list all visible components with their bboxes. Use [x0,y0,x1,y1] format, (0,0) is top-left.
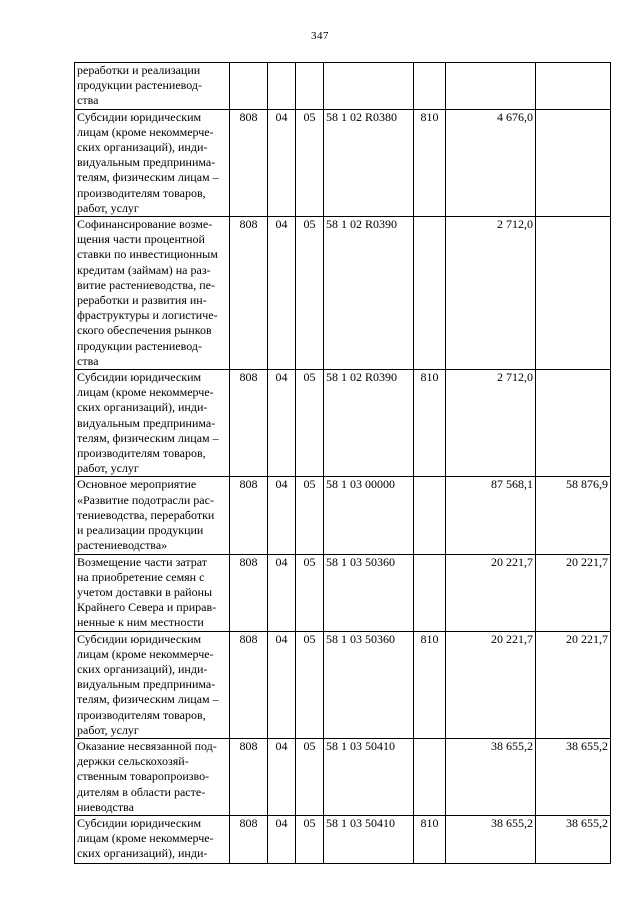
amount-2-cell: 38 655,2 [536,738,611,815]
page-number: 347 [311,30,329,42]
target-article-cell: 58 1 02 R0380 [324,109,414,216]
table-row [75,554,611,631]
subsection-code-cell: 05 [296,815,324,863]
budget-table [74,62,611,864]
expense-name-cell: Софинансирование возме- щения части процентной ставки по инвестиционным кредитам (займам) на раз- витие растениеводства, пе- реработки и развития ин- фраструктуры и логистиче- ского обеспечения рынков продукции растениевод- ства [75,217,230,370]
amount-2-cell [536,217,611,370]
target-article-cell: 58 1 03 50360 [324,554,414,631]
subsection-code-cell: 05 [296,554,324,631]
section-code-cell: 04 [268,370,296,477]
expense-name-cell: реработки и реализации продукции растениевод- ства [75,63,230,110]
ministry-code-cell [230,63,268,110]
section-code-cell [268,63,296,110]
ministry-code-cell: 808 [230,815,268,863]
ministry-code-cell: 808 [230,631,268,738]
target-article-cell: 58 1 02 R0390 [324,370,414,477]
expense-name-cell: Возмещение части затрат на приобретение семян с учетом доставки в районы Крайнего Севера и прирав- ненные к ним местности [75,554,230,631]
expense-type-cell: 810 [414,815,446,863]
section-code-cell: 04 [268,477,296,554]
amount-2-cell [536,109,611,216]
expense-name-cell: Субсидии юридическим лицам (кроме некоммерче- ских организаций), инди- видуальным предпринима- телям, физическим лицам – производителям товаров, работ, услуг [75,109,230,216]
subsection-code-cell: 05 [296,738,324,815]
table-row [75,109,611,216]
amount-1-cell: 2 712,0 [446,217,536,370]
table-row [75,631,611,738]
table-body [75,63,611,864]
subsection-code-cell: 05 [296,631,324,738]
amount-1-cell [446,63,536,110]
amount-1-cell: 38 655,2 [446,815,536,863]
target-article-cell: 58 1 02 R0390 [324,217,414,370]
ministry-code-cell: 808 [230,477,268,554]
expense-type-cell [414,738,446,815]
amount-1-cell: 87 568,1 [446,477,536,554]
table-row [75,738,611,815]
table-row [75,217,611,370]
expense-type-cell [414,477,446,554]
expense-type-cell: 810 [414,109,446,216]
expense-type-cell: 810 [414,631,446,738]
amount-2-cell [536,63,611,110]
expense-name-cell: Оказание несвязанной под- держки сельскохозяй- ственным товаропроизво- дителям в области расте- ниеводства [75,738,230,815]
subsection-code-cell: 05 [296,477,324,554]
amount-1-cell: 4 676,0 [446,109,536,216]
subsection-code-cell [296,63,324,110]
amount-1-cell: 38 655,2 [446,738,536,815]
amount-1-cell: 2 712,0 [446,370,536,477]
expense-name-cell: Субсидии юридическим лицам (кроме некоммерче- ских организаций), инди- видуальным предпринима- телям, физическим лицам – производителям товаров, работ, услуг [75,631,230,738]
amount-2-cell: 20 221,7 [536,631,611,738]
expense-type-cell [414,554,446,631]
amount-2-cell: 38 655,2 [536,815,611,863]
table-row [75,63,611,110]
expense-name-cell: Субсидии юридическим лицам (кроме некоммерче- ских организаций), инди- [75,815,230,863]
amount-2-cell: 20 221,7 [536,554,611,631]
ministry-code-cell: 808 [230,370,268,477]
target-article-cell: 58 1 03 50410 [324,815,414,863]
subsection-code-cell: 05 [296,370,324,477]
expense-name-cell: Основное мероприятие «Развитие подотрасли рас- тениеводства, переработки и реализации продукции растениеводства» [75,477,230,554]
table-row [75,477,611,554]
ministry-code-cell: 808 [230,217,268,370]
ministry-code-cell: 808 [230,109,268,216]
section-code-cell: 04 [268,738,296,815]
table-row [75,370,611,477]
amount-2-cell: 58 876,9 [536,477,611,554]
section-code-cell: 04 [268,631,296,738]
table-row [75,815,611,863]
ministry-code-cell: 808 [230,554,268,631]
target-article-cell: 58 1 03 50360 [324,631,414,738]
expense-type-cell [414,217,446,370]
section-code-cell: 04 [268,109,296,216]
amount-1-cell: 20 221,7 [446,554,536,631]
target-article-cell: 58 1 03 00000 [324,477,414,554]
target-article-cell [324,63,414,110]
amount-1-cell: 20 221,7 [446,631,536,738]
section-code-cell: 04 [268,815,296,863]
expense-name-cell: Субсидии юридическим лицам (кроме некоммерче- ских организаций), инди- видуальным предпринима- телям, физическим лицам – производителям товаров, работ, услуг [75,370,230,477]
target-article-cell: 58 1 03 50410 [324,738,414,815]
section-code-cell: 04 [268,217,296,370]
expense-type-cell: 810 [414,370,446,477]
ministry-code-cell: 808 [230,738,268,815]
amount-2-cell [536,370,611,477]
subsection-code-cell: 05 [296,217,324,370]
subsection-code-cell: 05 [296,109,324,216]
expense-type-cell [414,63,446,110]
section-code-cell: 04 [268,554,296,631]
